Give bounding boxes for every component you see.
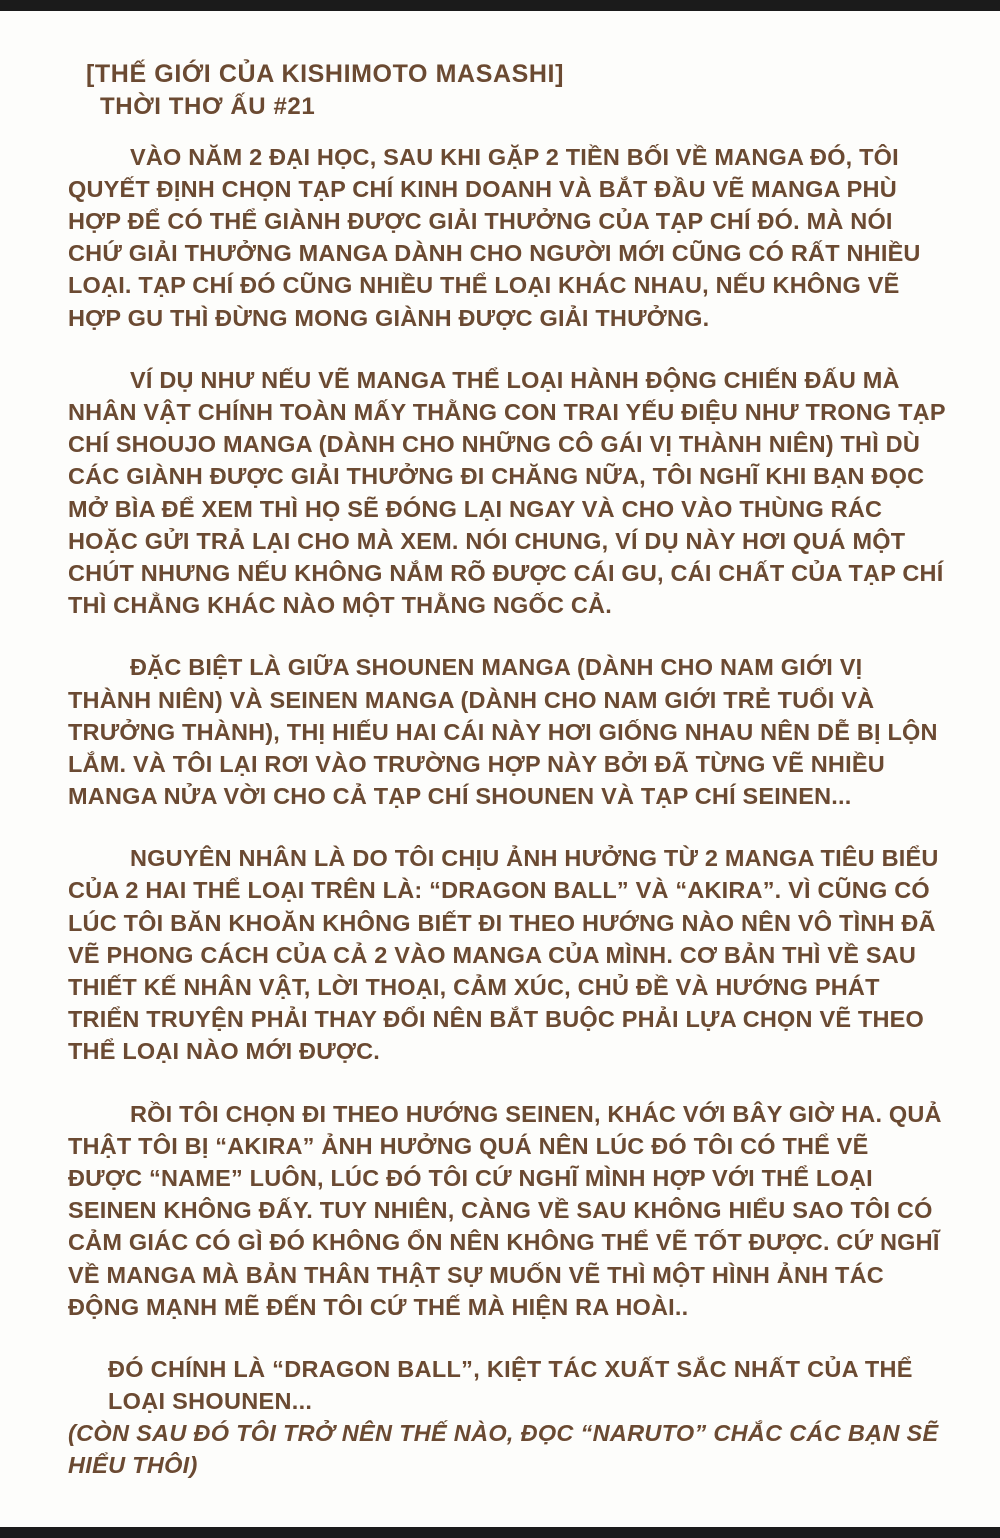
paragraph-4 (68, 842, 948, 1067)
paragraph-text: RỒI TÔI CHỌN ĐI THEO HƯỚNG SEINEN, KHÁC VỚI BÂY GIỜ HA. QUẢ THẬT TÔI BỊ “AKIRA” ẢNH HƯỞNG QUÁ NÊN LÚC ĐÓ TÔI CÓ THỂ VẼ ĐƯỢC “NAME” LUÔN, LÚC ĐÓ TÔI CỨ NGHĨ MÌNH HỢP VỚI THỂ LOẠI SEINEN KHÔNG ĐẤY. TUY NHIÊN, CÀNG VỀ SAU KHÔNG HIỂU SAO TÔI CÓ CẢM GIÁC CÓ GÌ ĐÓ KHÔNG ỔN NÊN KHÔNG THỂ VẼ TỐT ĐƯỢC. CỨ NGHĨ VỀ MANGA MÀ BẢN THÂN THẬT SỰ MUỐN VẼ THÌ MỘT HÌNH ẢNH TÁC ĐỘNG MẠNH MẼ ĐẾN TÔI CỨ THẾ MÀ HIỆN RA HOÀI.. (68, 1100, 942, 1320)
paragraph-text: VÀO NĂM 2 ĐẠI HỌC, SAU KHI GẶP 2 TIỀN BỐI VỀ MANGA ĐÓ, TÔI QUYẾT ĐỊNH CHỌN TẠP CHÍ KINH DOANH VÀ BẮT ĐẦU VẼ MANGA PHÙ HỢP ĐỂ CÓ THỂ GIÀNH ĐƯỢC GIẢI THƯỞNG CỦA TẠP CHÍ ĐÓ. MÀ NÓI CHỨ GIẢI THƯỞNG MANGA DÀNH CHO NGƯỜI MỚI CŨNG CÓ RẤT NHIỀU LOẠI. TẠP CHÍ ĐÓ CŨNG NHIỀU THỂ LOẠI KHÁC NHAU, NẾU KHÔNG VẼ HỢP GU THÌ ĐỪNG MONG GIÀNH ĐƯỢC GIẢI THƯỞNG. (68, 143, 921, 331)
page-title: [THẾ GIỚI CỦA KISHIMOTO MASASHI] (86, 60, 565, 88)
closing-block (68, 1353, 948, 1482)
paragraph-3 (68, 651, 948, 812)
closing-line-1: ĐÓ CHÍNH LÀ “DRAGON BALL”, KIỆT TÁC XUẤT SẮC NHẤT CỦA THỂ LOẠI SHOUNEN... (108, 1355, 913, 1415)
paragraph-2 (68, 364, 948, 622)
paragraph-text: ĐẶC BIỆT LÀ GIỮA SHOUNEN MANGA (DÀNH CHO NAM GIỚI VỊ THÀNH NIÊN) VÀ SEINEN MANGA (DÀNH CHO NAM GIỚI TRẺ TUỔI VÀ TRƯỞNG THÀNH), THỊ HIẾU HAI CÁI NÀY HƠI GIỐNG NHAU NÊN DỄ BỊ LỘN LẮM. VÀ TÔI LẠI RƠI VÀO TRƯỜNG HỢP NÀY BỞI ĐÃ TỪNG VẼ NHIỀU MANGA NỬA VỜI CHO CẢ TẠP CHÍ SHOUNEN VÀ TẠP CHÍ SEINEN... (68, 654, 938, 810)
page-content (68, 58, 948, 1482)
page-subtitle: THỜI THƠ ẤU #21 (100, 93, 316, 120)
paragraph-text: NGUYÊN NHÂN LÀ DO TÔI CHỊU ẢNH HƯỞNG TỪ 2 MANGA TIÊU BIỂU CỦA 2 HAI THỂ LOẠI TRÊN LÀ: “DRAGON BALL” VÀ “AKIRA”. VÌ CŨNG CÓ LÚC TÔI BĂN KHOĂN KHÔNG BIẾT ĐI THEO HƯỚNG NÀO NÊN VÔ TÌNH ĐÃ VẼ PHONG CÁCH CỦA CẢ 2 VÀO MANGA CỦA MÌNH. CƠ BẢN THÌ VỀ SAU THIẾT KẾ NHÂN VẬT, LỜI THOẠI, CẢM XÚC, CHỦ ĐỀ VÀ HƯỚNG PHÁT TRIỂN TRUYỆN PHẢI THAY ĐỔI NÊN BẮT BUỘC PHẢI LỰA CHỌN VẼ THEO THỂ LOẠI NÀO MỚI ĐƯỢC. (68, 845, 939, 1065)
closing-line-2: (CÒN SAU ĐÓ TÔI TRỞ NÊN THẾ NÀO, ĐỌC “NARUTO” CHẮC CÁC BẠN SẼ HIỂU THÔI) (68, 1420, 939, 1479)
page-bottom-border (0, 1527, 1000, 1538)
paragraph-5 (68, 1098, 948, 1323)
paragraph-1 (68, 141, 948, 334)
page-top-border (0, 0, 1000, 11)
paragraph-text: VÍ DỤ NHƯ NẾU VẼ MANGA THỂ LOẠI HÀNH ĐỘNG CHIẾN ĐẤU MÀ NHÂN VẬT CHÍNH TOÀN MẤY THẰNG CON TRAI YẾU ĐIỆU NHƯ TRONG TẠP CHÍ SHOUJO MANGA (DÀNH CHO NHỮNG CÔ GÁI VỊ THÀNH NIÊN) THÌ DÙ CÁC GIÀNH ĐƯỢC GIẢI THƯỞNG ĐI CHĂNG NỮA, TÔI NGHĨ KHI BẠN ĐỌC MỞ BÌA ĐỂ XEM THÌ HỌ SẼ ĐÓNG LẠI NGAY VÀ CHO VÀO THÙNG RÁC HOẶC GỬI TRẢ LẠI CHO MÀ XEM. NÓI CHUNG, VÍ DỤ NÀY HƠI QUÁ MỘT CHÚT NHƯNG NẾU KHÔNG NẮM RÕ ĐƯỢC CÁI GU, CÁI CHẤT CỦA TẠP CHÍ THÌ CHẲNG KHÁC NÀO MỘT THẰNG NGỐC CẢ. (68, 366, 946, 619)
